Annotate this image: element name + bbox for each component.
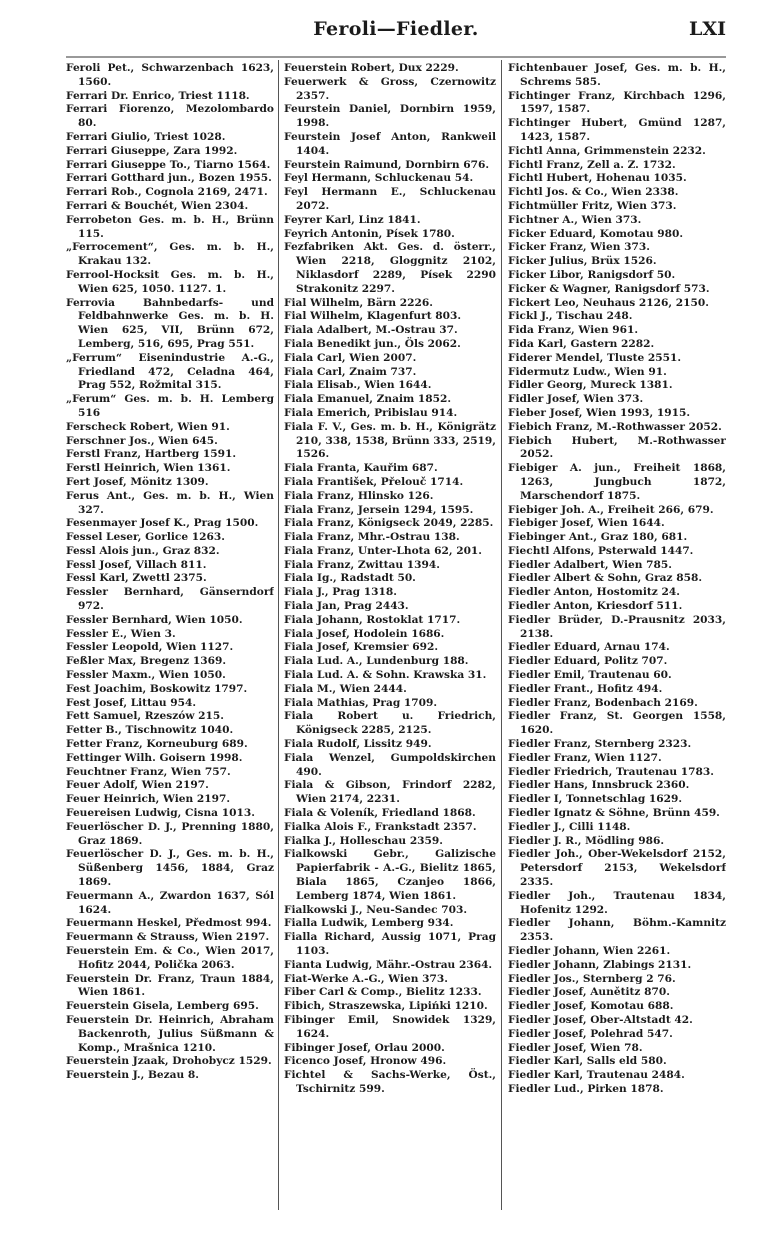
directory-entry: Fickl J., Tischau 248.: [508, 310, 633, 323]
directory-entry: Feuerstein Em. & Co., Wien 2017, Hofitz 2044, Polička 2063.: [66, 945, 274, 971]
directory-entry: Ficker Franz, Wien 373.: [508, 241, 650, 254]
directory-entry: Ferrari Dr. Enrico, Triest 1118.: [66, 89, 250, 102]
directory-entry: Fiedler Lud., Pirken 1878.: [508, 1082, 664, 1095]
directory-entry: Ficker Eduard, Komotau 980.: [508, 227, 684, 240]
directory-entry: Fichtel & Sachs-Werke, Öst., Tschirnitz 599.: [284, 1069, 496, 1095]
directory-entry: Feuerstein Gisela, Lemberg 695.: [66, 1000, 259, 1013]
directory-entry: Fialka Alois F., Frankstadt 2357.: [284, 820, 477, 833]
directory-entry: Fiedler Emil, Trautenau 60.: [508, 669, 672, 682]
directory-entry: Fidler Josef, Wien 373.: [508, 393, 644, 406]
directory-entry: Fialla Ludwik, Lemberg 934.: [284, 917, 454, 930]
directory-entry: Fiedler Frant., Hofitz 494.: [508, 682, 663, 695]
directory-entry: Ficker & Wagner, Ranigsdorf 573.: [508, 282, 710, 295]
directory-entry: Feuer Adolf, Wien 2197.: [66, 779, 209, 792]
directory-entry: Fibich, Straszewska, Lipińki 1210.: [284, 1000, 488, 1013]
directory-entry: Ferrovia Bahnbedarfs- und Feldbahnwerke Ges. m. b. H. Wien 625, VII, Brünn 672, Lemberg, 516, 695, Prag 551.: [66, 296, 274, 350]
directory-entry: Ferrari Rob., Cognola 2169, 2471.: [66, 186, 268, 199]
directory-entry: Feurstein Josef Anton, Rankweil 1404.: [284, 130, 496, 157]
directory-entry: Fiala Ig., Radstadt 50.: [284, 572, 416, 585]
column-divider: [278, 60, 279, 1210]
directory-entry: Fiedler Johann, Zlabings 2131.: [508, 958, 692, 971]
directory-entry: Fiedler Eduard, Arnau 174.: [508, 641, 670, 654]
directory-entry: Fial Wilhelm, Bärn 2226.: [284, 296, 433, 309]
directory-entry: Fiedler Johann, Böhm.-Kamnitz 2353.: [508, 917, 726, 944]
directory-entry: Fessl Josef, Villach 811.: [66, 558, 207, 571]
directory-entry: Ficker Libor, Ranigsdorf 50.: [508, 268, 676, 281]
directory-entry: Fiedler Josef, Wien 78.: [508, 1041, 643, 1054]
directory-entry: Feurstein Raimund, Dornbirn 676.: [284, 158, 490, 171]
directory-entry: Fetter B., Tischnowitz 1040.: [66, 724, 234, 737]
directory-entry: Fiala Wenzel, Gumpoldskirchen 490.: [284, 751, 496, 778]
directory-entry: Ferrari Giulio, Triest 1028.: [66, 130, 226, 143]
directory-entry: Fiderer Mendel, Tluste 2551.: [508, 351, 682, 364]
directory-column-3: [508, 62, 726, 1097]
directory-entry: Feuereisen Ludwig, Cisna 1013.: [66, 807, 255, 820]
directory-entry: Fial Wilhelm, Klagenfurt 803.: [284, 310, 462, 323]
column-divider: [501, 60, 502, 1210]
directory-entry: Feuer Heinrich, Wien 2197.: [66, 793, 231, 806]
directory-entry: Fiedler J., Cilli 1148.: [508, 820, 631, 833]
directory-entry: Feuerlöscher D. J., Prenning 1880, Graz 1869.: [66, 820, 274, 847]
directory-entry: Fest Joachim, Boskowitz 1797.: [66, 682, 248, 695]
directory-entry: Fiedler Eduard, Politz 707.: [508, 655, 668, 668]
directory-entry: Fichtinger Hubert, Gmünd 1287, 1423, 1587.: [508, 117, 726, 143]
directory-entry: Feuermann & Strauss, Wien 2197.: [66, 931, 270, 944]
directory-entry: Ferrari & Bouchét, Wien 2304.: [66, 199, 249, 212]
directory-entry: Fiebiger Joh. A., Freiheit 266, 679.: [508, 503, 714, 516]
directory-entry: Ferstl Heinrich, Wien 1361.: [66, 462, 231, 475]
directory-entry: Fessler E., Wien 3.: [66, 627, 176, 640]
directory-entry: Fieber Josef, Wien 1993, 1915.: [508, 406, 691, 419]
directory-entry: Feuerstein Dr. Heinrich, Abraham Backenroth, Julius Süßmann & Komp., Mrašnica 1210.: [66, 1013, 274, 1054]
directory-entry: Ferrari Giuseppe To., Tiarno 1564.: [66, 158, 271, 171]
directory-entry: Fiala Franz, Hlinsko 126.: [284, 489, 434, 502]
directory-entry: Fiechtl Alfons, Psterwald 1447.: [508, 544, 694, 557]
page-header: [66, 18, 726, 44]
directory-entry: Fiala Carl, Wien 2007.: [284, 351, 417, 364]
directory-entry: Fett Samuel, Rzeszów 215.: [66, 710, 224, 723]
directory-entry: Fiala J., Prag 1318.: [284, 586, 397, 599]
directory-entry: Fiber Carl & Comp., Bielitz 1233.: [284, 986, 482, 999]
directory-entry: Ferrari Gotthard jun., Bozen 1955.: [66, 172, 272, 185]
directory-entry: Fiala Franz, Königseck 2049, 2285.: [284, 517, 494, 530]
directory-entry: Fiebiger Josef, Wien 1644.: [508, 517, 665, 530]
directory-entry: Fezfabriken Akt. Ges. d. österr., Wien 2218, Gloggnitz 2102, Niklasdorf 2289, Písek 2290 Strakonitz 2297.: [284, 241, 496, 295]
directory-entry: Fialka J., Holleschau 2359.: [284, 834, 443, 847]
directory-entry: Fiebiger A. jun., Freiheit 1868, 1263, Jungbuch 1872, Marschendorf 1875.: [508, 462, 726, 502]
directory-entry: Ferus Ant., Ges. m. b. H., Wien 327.: [66, 489, 274, 516]
directory-entry: Fiala Rudolf, Lissitz 949.: [284, 738, 432, 751]
directory-entry: Fiedler Karl, Salls eld 580.: [508, 1055, 667, 1068]
directory-entry: Fiala F. V., Ges. m. b. H., Königrätz 210, 338, 1538, Brünn 333, 2519, 1526.: [284, 420, 496, 461]
directory-entry: Fidermutz Ludw., Wien 91.: [508, 365, 667, 378]
directory-entry: Fiala Elisab., Wien 1644.: [284, 379, 432, 392]
directory-entry: Fiedler Franz, St. Georgen 1558, 1620.: [508, 710, 726, 737]
directory-entry: Fiala Robert u. Friedrich, Königseck 2285, 2125.: [284, 710, 496, 737]
directory-entry: Fiedler Jos., Sternberg 2 76.: [508, 972, 676, 985]
directory-entry: Fiebich Franz, M.-Rothwasser 2052.: [508, 420, 722, 433]
directory-entry: Ferrool-Hocksit Ges. m. b. H., Wien 625, 1050. 1127. 1.: [66, 268, 274, 295]
directory-entry: Fichtner A., Wien 373.: [508, 213, 642, 226]
directory-entry: Fichtinger Franz, Kirchbach 1296, 1597, 1587.: [508, 89, 726, 116]
directory-entry: Fiala & Gibson, Frindorf 2282, Wien 2174, 2231.: [284, 779, 496, 806]
directory-entry: Fiedler Josef, Polehrad 547.: [508, 1027, 673, 1040]
directory-entry: Fiala Mathias, Prag 1709.: [284, 696, 438, 709]
directory-entry: Fiala Carl, Znaim 737.: [284, 365, 417, 378]
directory-entry: Fianta Ludwig, Mähr.-Ostrau 2364.: [284, 958, 493, 971]
directory-entry: Fichtenbauer Josef, Ges. m. b. H., Schrems 585.: [508, 62, 726, 88]
directory-entry: Fiedler Josef, Ober-Altstadt 42.: [508, 1013, 693, 1026]
directory-entry: Fiala Benedikt jun., Öls 2062.: [284, 337, 461, 350]
directory-entry: Fiala Emerich, Pribislau 914.: [284, 406, 458, 419]
directory-entry: Fiedler Hans, Innsbruck 2360.: [508, 779, 690, 792]
directory-entry: Fichtl Hubert, Hohenau 1035.: [508, 172, 687, 185]
directory-entry: Feyl Hermann, Schluckenau 54.: [284, 172, 474, 185]
directory-entry: Fessler Bernhard, Gänserndorf 972.: [66, 586, 274, 613]
directory-entry: Fiala Jan, Prag 2443.: [284, 600, 409, 613]
directory-entry: Feuerwerk & Gross, Czernowitz 2357.: [284, 75, 496, 102]
directory-entry: Fesenmayer Josef K., Prag 1500.: [66, 517, 259, 530]
directory-entry: Fiala Franz, Unter-Lhota 62, 201.: [284, 544, 482, 557]
directory-entry: Ferrari Giuseppe, Zara 1992.: [66, 144, 238, 157]
directory-entry: Fiebinger Ant., Graz 180, 681.: [508, 531, 688, 544]
directory-entry: Fiedler Ignatz & Söhne, Brünn 459.: [508, 807, 720, 820]
directory-entry: „Ferum“ Ges. m. b. H. Lemberg 516: [66, 393, 274, 419]
directory-entry: Fessl Alois jun., Graz 832.: [66, 544, 220, 557]
directory-entry: Feroli Pet., Schwarzenbach 1623, 1560.: [66, 62, 274, 88]
directory-entry: Ferrari Fiorenzo, Mezolombardo 80.: [66, 103, 274, 130]
directory-entry: Fida Franz, Wien 961.: [508, 324, 639, 337]
directory-entry: Fiedler Karl, Trautenau 2484.: [508, 1069, 685, 1082]
directory-entry: Fessel Leser, Gorlice 1263.: [66, 531, 225, 544]
directory-entry: Fiedler Albert & Sohn, Graz 858.: [508, 572, 703, 585]
directory-entry: Fiedler Franz, Sternberg 2323.: [508, 738, 692, 751]
directory-entry: Fida Karl, Gastern 2282.: [508, 337, 655, 350]
directory-entry: Fiedler I, Tonnetschlag 1629.: [508, 793, 683, 806]
directory-entry: Feuerlöscher D. J., Ges. m. b. H., Süßenberg 1456, 1884, Graz 1869.: [66, 848, 274, 889]
directory-entry: Fichtl Jos. & Co., Wien 2338.: [508, 186, 679, 199]
directory-column-1: [66, 62, 274, 1083]
directory-entry: Fiala & Voleník, Friedland 1868.: [284, 807, 476, 820]
directory-entry: Fiala M., Wien 2444.: [284, 682, 407, 695]
directory-entry: Fert Josef, Mönitz 1309.: [66, 475, 209, 488]
directory-entry: Ferscheck Robert, Wien 91.: [66, 420, 230, 433]
directory-entry: Fiedler J. R., Mödling 986.: [508, 834, 665, 847]
directory-entry: Fiala Franz, Zwittau 1394.: [284, 558, 440, 571]
directory-entry: Ferstl Franz, Hartberg 1591.: [66, 448, 237, 461]
directory-entry: „Ferrocement“, Ges. m. b. H., Krakau 132.: [66, 241, 274, 268]
directory-entry: Fiala Josef, Kremsier 692.: [284, 641, 439, 654]
directory-entry: Fiedler Josef, Aunětitz 870.: [508, 986, 670, 999]
directory-entry: „Ferrum“ Eisenindustrie A.-G., Friedland 472, Celadna 464, Prag 552, Rožmital 315.: [66, 351, 274, 392]
directory-entry: Fiedler Anton, Hostomitz 24.: [508, 586, 680, 599]
directory-entry: Fiedler Joh., Ober-Wekelsdorf 2152, Petersdorf 2153, Wekelsdorf 2335.: [508, 848, 726, 889]
directory-entry: Fiedler Josef, Komotau 688.: [508, 1000, 674, 1013]
directory-entry: Feurstein Daniel, Dornbirn 1959, 1998.: [284, 103, 496, 130]
directory-entry: Feuermann Heskel, Předmost 994.: [66, 917, 272, 930]
directory-entry: Fiedler Friedrich, Trautenau 1783.: [508, 765, 714, 778]
directory-entry: Feuermann A., Zwardon 1637, Sól 1624.: [66, 889, 274, 916]
directory-entry: Fiala Franta, Kauřim 687.: [284, 462, 438, 475]
header-rule: [66, 56, 726, 58]
directory-entry: Fest Josef, Littau 954.: [66, 696, 197, 709]
directory-entry: Fiala Lud. A. & Sohn. Krawska 31.: [284, 669, 487, 682]
directory-entry: Fiala Emanuel, Znaim 1852.: [284, 393, 452, 406]
directory-entry: Ferrobeton Ges. m. b. H., Brünn 115.: [66, 213, 274, 240]
directory-entry: Fiat-Werke A.-G., Wien 373.: [284, 972, 448, 985]
page-title: Feroli—Fiedler.: [313, 18, 479, 40]
directory-entry: Fiala František, Přelouč 1714.: [284, 475, 464, 488]
directory-entry: Fiala Johann, Rostoklat 1717.: [284, 613, 461, 626]
directory-entry: Fiala Lud. A., Lundenburg 188.: [284, 655, 469, 668]
directory-entry: Fichtl Anna, Grimmenstein 2232.: [508, 144, 706, 157]
directory-entry: Feuerstein J., Bezau 8.: [66, 1069, 199, 1082]
directory-entry: Fiedler Franz, Bodenbach 2169.: [508, 696, 698, 709]
directory-entry: Fiebich Hubert, M.-Rothwasser 2052.: [508, 434, 726, 461]
directory-entry: Fettinger Wilh. Goisern 1998.: [66, 751, 243, 764]
directory-entry: Fialkowski Gebr., Galizische Papierfabrik - A.-G., Bielitz 1865, Biala 1865, Czanjeo 1866, Lemberg 1874, Wien 1861.: [284, 848, 496, 902]
directory-entry: Fessler Leopold, Wien 1127.: [66, 641, 234, 654]
directory-entry: Feuchtner Franz, Wien 757.: [66, 765, 231, 778]
directory-entry: Fiedler Brüder, D.-Prausnitz 2033, 2138.: [508, 613, 726, 640]
directory-entry: Fiala Adalbert, M.-Ostrau 37.: [284, 324, 458, 337]
directory-column-2: [284, 62, 496, 1097]
directory-entry: Ferschner Jos., Wien 645.: [66, 434, 218, 447]
directory-entry: Fiedler Anton, Kriesdorf 511.: [508, 600, 683, 613]
directory-entry: Fessler Bernhard, Wien 1050.: [66, 613, 243, 626]
directory-entry: Fiedler Franz, Wien 1127.: [508, 751, 662, 764]
directory-entry: Fiedler Joh., Trautenau 1834, Hofenitz 1292.: [508, 889, 726, 916]
directory-entry: Fialkowski J., Neu-Sandec 703.: [284, 903, 468, 916]
directory-entry: Fichtl Franz, Zell a. Z. 1732.: [508, 158, 676, 171]
directory-entry: Feuerstein Dr. Franz, Traun 1884, Wien 1861.: [66, 972, 274, 999]
page-number: LXI: [689, 18, 726, 40]
directory-entry: Fialla Richard, Aussig 1071, Prag 1103.: [284, 931, 496, 957]
directory-entry: Feuerstein Jzaak, Drohobycz 1529.: [66, 1055, 272, 1068]
directory-entry: Fessl Karl, Zwettl 2375.: [66, 572, 207, 585]
directory-entry: Fiedler Adalbert, Wien 785.: [508, 558, 672, 571]
directory-entry: Feuerstein Robert, Dux 2229.: [284, 62, 459, 74]
directory-entry: Fetter Franz, Korneuburg 689.: [66, 738, 248, 751]
directory-entry: Fiala Franz, Mhr.-Ostrau 138.: [284, 531, 460, 544]
directory-entry: Ficker Julius, Brüx 1526.: [508, 255, 657, 268]
directory-entry: Feyl Hermann E., Schluckenau 2072.: [284, 186, 496, 212]
directory-entry: Fiala Franz, Jersein 1294, 1595.: [284, 503, 474, 516]
directory-entry: Feyrer Karl, Linz 1841.: [284, 213, 421, 226]
directory-entry: Feßler Max, Bregenz 1369.: [66, 655, 227, 668]
directory-entry: Fessler Maxm., Wien 1050.: [66, 669, 226, 682]
directory-entry: Fibinger Emil, Snowidek 1329, 1624.: [284, 1013, 496, 1040]
directory-entry: Fidler Georg, Mureck 1381.: [508, 379, 673, 392]
directory-entry: Fibinger Josef, Orlau 2000.: [284, 1041, 445, 1054]
directory-entry: Feyrich Antonin, Písek 1780.: [284, 227, 455, 240]
directory-entry: Ficenco Josef, Hronow 496.: [284, 1055, 447, 1068]
directory-entry: Fiala Josef, Hodolein 1686.: [284, 627, 445, 640]
directory-entry: Fiedler Johann, Wien 2261.: [508, 945, 671, 957]
directory-entry: Fickert Leo, Neuhaus 2126, 2150.: [508, 296, 709, 309]
directory-entry: Fichtmüller Fritz, Wien 373.: [508, 199, 677, 212]
